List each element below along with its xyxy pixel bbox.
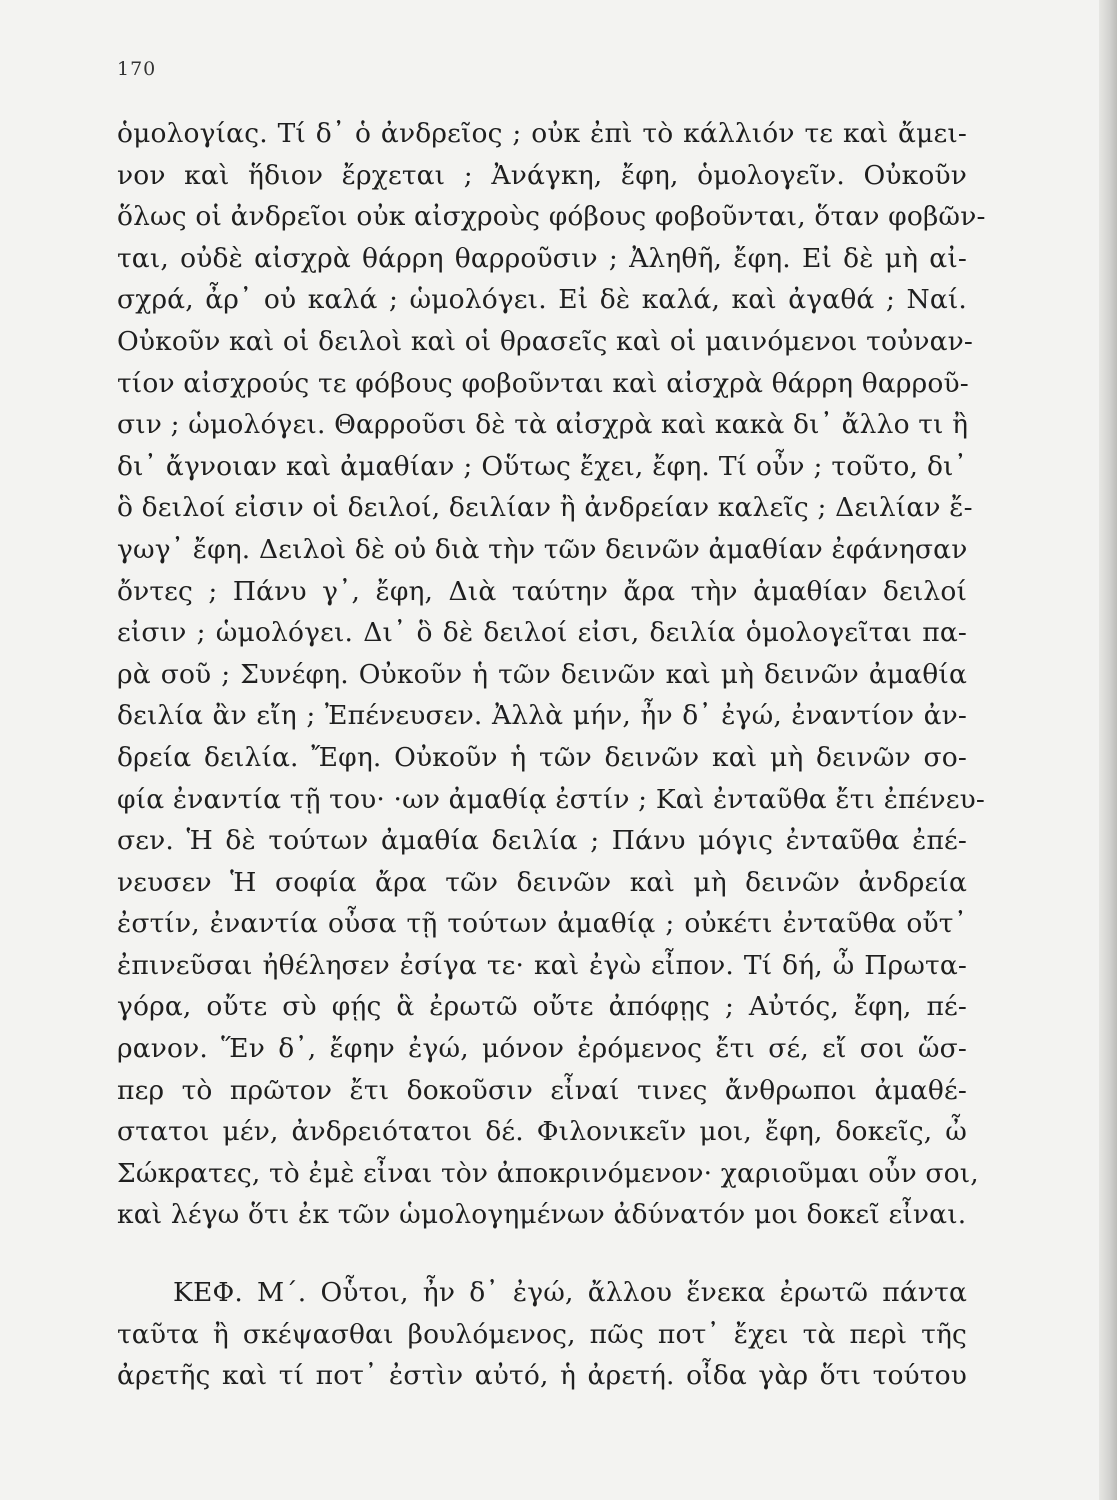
chapter-heading-line: ΚΕΦ. Μ΄. Οὗτοι, ἦν δ᾽ ἐγώ, ἄλλου ἕνεκα ἐρωτῶ πάντα bbox=[173, 1277, 967, 1308]
text-line: στατοι μέν, ἀνδρειότατοι δέ. Φιλονικεῖν μοι, ἔφη, δοκεῖς, ὦ bbox=[117, 1116, 967, 1148]
text-line: ὅλως οἱ ἀνδρεῖοι οὐκ αἰσχροὺς φόβους φοβοῦνται, ὅταν φοβῶν- bbox=[117, 201, 986, 233]
paragraph-2 bbox=[117, 1272, 967, 1397]
text-line: ρὰ σοῦ ; Συνέφη. Οὐκοῦν ἡ τῶν δεινῶν καὶ μὴ δεινῶν ἀμαθία bbox=[117, 658, 967, 690]
text-line: σεν. Ἡ δὲ τούτων ἀμαθία δειλία ; Πάνυ μόγις ἐνταῦθα ἐπέ- bbox=[117, 825, 967, 857]
text-line: δειλία ἂν εἴη ; Ἐπένευσεν. Ἀλλὰ μήν, ἦν δ᾽ ἐγώ, ἐναντίον ἀν- bbox=[117, 700, 967, 732]
text-line: τίον αἰσχρούς τε φόβους φοβοῦνται καὶ αἰσχρὰ θάρρη θαρροῦ- bbox=[117, 367, 969, 399]
text-line: σχρά, ἆρ᾽ οὐ καλά ; ὡμολόγει. Εἰ δὲ καλά, καὶ ἀγαθά ; Ναί. bbox=[117, 284, 967, 316]
text-line: Οὐκοῦν καὶ οἱ δειλοὶ καὶ οἱ θρασεῖς καὶ οἱ μαινόμενοι τοὐναν- bbox=[117, 325, 973, 357]
text-line: ται, οὐδὲ αἰσχρὰ θάρρη θαρροῦσιν ; Ἀληθῆ, ἔφη. Εἰ δὲ μὴ αἰ- bbox=[117, 242, 967, 274]
text-line: νευσεν Ἡ σοφία ἄρα τῶν δεινῶν καὶ μὴ δεινῶν ἀνδρεία bbox=[117, 866, 967, 898]
text-line: Σώκρατες, τὸ ἐμὲ εἶναι τὸν ἀποκρινόμενον· χαριοῦμαι οὖν σοι, bbox=[117, 1157, 979, 1189]
paragraph-1 bbox=[117, 113, 986, 1236]
text-line: ὁμολογίας. Τί δ᾽ ὁ ἀνδρεῖος ; οὐκ ἐπὶ τὸ κάλλιόν τε καὶ ἄμει- bbox=[117, 118, 967, 149]
text-line: ἀρετῆς καὶ τί ποτ᾽ ἐστὶν αὐτό, ἡ ἀρετή. οἶδα γὰρ ὅτι τούτου bbox=[117, 1360, 967, 1392]
text-line: καὶ λέγω ὅτι ἐκ τῶν ὡμολογημένων ἀδύνατόν μοι δοκεῖ εἶναι. bbox=[117, 1199, 967, 1231]
text-line: ὄντες ; Πάνυ γ᾽, ἔφη, Διὰ ταύτην ἄρα τὴν ἀμαθίαν δειλοί bbox=[117, 575, 967, 607]
text-line: σιν ; ὡμολόγει. Θαρροῦσι δὲ τὰ αἰσχρὰ καὶ κακὰ δι᾽ ἄλλο τι ἢ bbox=[117, 409, 969, 441]
text-line: ἐπινεῦσαι ἠθέλησεν ἐσίγα τε· καὶ ἐγὼ εἶπον. Τί δή, ὦ Πρωτα- bbox=[117, 949, 967, 981]
text-line: περ τὸ πρῶτον ἔτι δοκοῦσιν εἶναί τινες ἄνθρωποι ἀμαθέ- bbox=[117, 1074, 967, 1106]
text-line: νον καὶ ἥδιον ἔρχεται ; Ἀνάγκη, ἔφη, ὁμολογεῖν. Οὐκοῦν bbox=[117, 159, 967, 191]
text-line: ταῦτα ἢ σκέψασθαι βουλόμενος, πῶς ποτ᾽ ἔχει τὰ περὶ τῆς bbox=[117, 1318, 967, 1350]
page-number: 170 bbox=[117, 58, 157, 80]
text-line: δρεία δειλία. Ἔφη. Οὐκοῦν ἡ τῶν δεινῶν καὶ μὴ δεινῶν σο- bbox=[117, 741, 967, 773]
text-line: εἰσιν ; ὡμολόγει. Δι᾽ ὃ δὲ δειλοί εἰσι, δειλία ὁμολογεῖται πα- bbox=[117, 617, 967, 649]
text-line: γόρα, οὔτε σὺ φῄς ἃ ἐρωτῶ οὔτε ἀπόφῃς ; Αὐτός, ἔφη, πέ- bbox=[117, 991, 967, 1023]
page-edge-shadow bbox=[1099, 0, 1117, 1500]
text-line: ρανον. Ἕν δ᾽, ἔφην ἐγώ, μόνον ἐρόμενος ἔτι σέ, εἴ σοι ὥσ- bbox=[117, 1033, 967, 1065]
text-line: γωγ᾽ ἔφη. Δειλοὶ δὲ οὐ διὰ τὴν τῶν δεινῶν ἀμαθίαν ἐφάνησαν bbox=[117, 533, 968, 565]
text-line: δι᾽ ἄγνοιαν καὶ ἀμαθίαν ; Οὕτως ἔχει, ἔφη. Τί οὖν ; τοῦτο, δι᾽ bbox=[117, 450, 967, 482]
text-line: ἐστίν, ἐναντία οὖσα τῇ τούτων ἀμαθίᾳ ; οὐκέτι ἐνταῦθα οὔτ᾽ bbox=[117, 908, 967, 940]
text-line: ὃ δειλοί εἰσιν οἱ δειλοί, δειλίαν ἢ ἀνδρείαν καλεῖς ; Δειλίαν ἔ- bbox=[117, 492, 973, 524]
text-line: φία ἐναντία τῇ του· ·ων ἀμαθίᾳ ἐστίν ; Καὶ ἐνταῦθα ἔτι ἐπένευ- bbox=[117, 783, 986, 815]
